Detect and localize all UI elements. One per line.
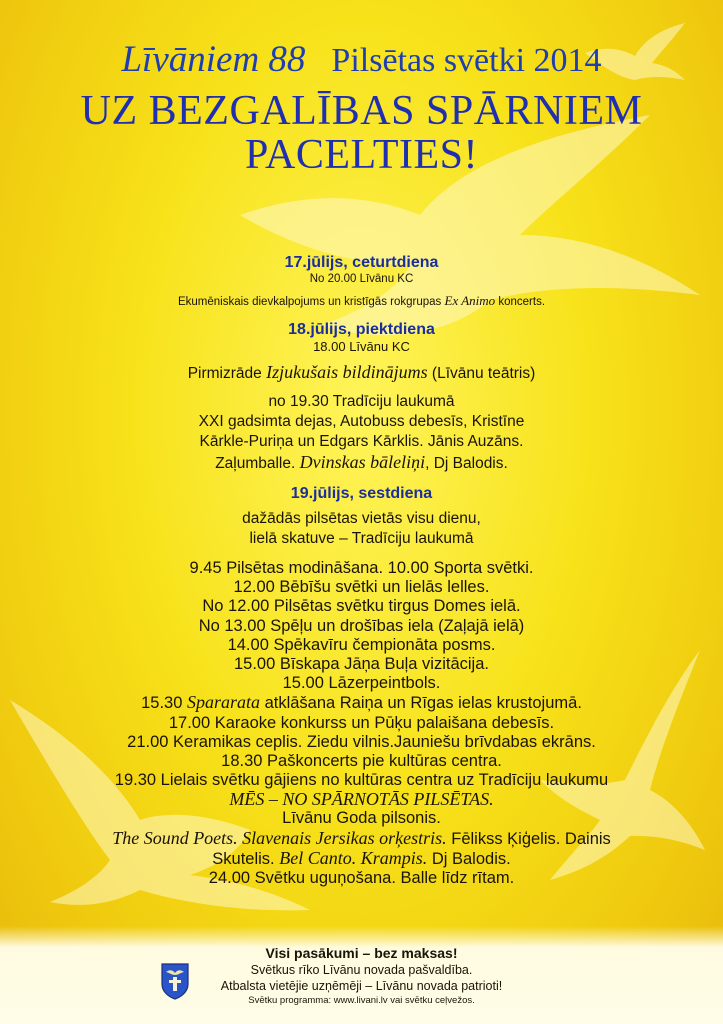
- slogan: MĒS – NO SPĀRNOTĀS PILSĒTAS.: [229, 789, 494, 810]
- day-3-event: 9.45 Pilsētas modināšana. 10.00 Sporta svētki.: [189, 559, 534, 577]
- footer-text: [0, 944, 723, 1008]
- performers-line-1: The Sound Poets. Slavenais Jersikas orķestris. Fēlikss Ķiģelis. Dainis: [112, 827, 611, 848]
- honor-citizen: Līvānu Goda pilsonis.: [282, 809, 441, 828]
- program-info: Svētku programma: www.livani.lv vai svētku ceļvežos.: [248, 995, 475, 1006]
- day-2-time: 18.00 Līvānu KC: [313, 339, 410, 354]
- festival-name: Pilsētas svētki 2014: [331, 42, 602, 79]
- day-3-event: No 13.00 Spēļu un drošības iela (Zaļajā ielā): [198, 616, 525, 635]
- day-3-event: 15.00 Lāzerpeintbols.: [282, 674, 441, 693]
- header: [0, 38, 723, 177]
- supporters: Atbalsta vietējie uzņēmēji – Līvānu novada patrioti!: [220, 979, 503, 993]
- band-name: Ex Animo: [444, 293, 496, 308]
- day-2-line-1: XXI gadsimta dejas, Autobuss debesīs, Kristīne: [198, 413, 525, 430]
- day-2-title: 18.jūlijs, piektdiena: [288, 321, 435, 338]
- day-3-title: 19.jūlijs, sestdiena: [290, 485, 433, 502]
- day-3-sub-2: lielā skatuve – Tradīciju laukumā: [249, 530, 474, 547]
- play-title: Izjukušais bildinājums: [266, 362, 428, 382]
- performers-line-2: Skutelis. Bel Canto. Krampis. Dj Balodis.: [212, 847, 511, 868]
- day-3-sub-1: dažādās pilsētas vietās visu dienu,: [242, 510, 481, 527]
- anniversary-title: Līvāniem 88: [121, 39, 306, 80]
- day-2-premiere: Pirmizrāde Izjukušais bildinājums (Līvānu teātris): [187, 362, 536, 382]
- free-events-headline: Visi pasākumi – bez maksas!: [265, 945, 458, 961]
- day-3-event: No 12.00 Pilsētas svētku tirgus Domes ielā.: [202, 597, 521, 616]
- day-2-from: no 19.30 Tradīciju laukumā: [268, 393, 455, 410]
- day-1-time: No 20.00 Līvānu KC: [309, 273, 414, 285]
- band-name: Dvinskas bāleliņi: [299, 452, 426, 472]
- day-2-line-2: Kārkle-Puriņa un Edgars Kārklis. Jānis Auzāns.: [199, 433, 524, 450]
- day-3-event-spararats: 15.30 Spararata atklāšana Raiņa un Rīgas ielas krustojumā.: [141, 692, 582, 713]
- day-3-event: 17.00 Karaoke konkurss un Pūķu palaišana debesīs.: [168, 713, 555, 732]
- motto: [0, 89, 723, 177]
- day-3-event: 14.00 Spēkavīru čempionāta posms.: [227, 635, 496, 654]
- footer: [0, 926, 723, 1024]
- day-3-event: 15.00 Bīskapa Jāņa Buļa vizitācija.: [234, 655, 489, 674]
- motto-line-2: PACELTIES!: [245, 132, 478, 178]
- day-3-event: 18.30 Paškoncerts pie kultūras centra.: [221, 752, 502, 771]
- motto-line-1: UZ BEZGALĪBAS SPĀRNIEM: [80, 88, 643, 134]
- fireworks: 24.00 Svētku uguņošana. Balle līdz rītam.: [208, 869, 515, 888]
- festival-title: [0, 38, 723, 81]
- day-3-event: 21.00 Keramikas ceplis. Ziedu vilnis.Jauniešu brīvdabas ekrāns.: [127, 732, 596, 751]
- organizer: Svētkus rīko Līvānu novada pašvaldība.: [250, 963, 473, 977]
- day-3-event: 12.00 Bēbīšu svētki un lielās lelles.: [233, 578, 490, 597]
- day-1-title: 17.jūlijs, ceturtdiena: [284, 254, 439, 271]
- day-3-event: 19.30 Lielais svētku gājiens no kultūras centra uz Tradīciju laukumu: [114, 771, 609, 790]
- program: [40, 253, 683, 888]
- day-1-event: Ekumēniskais dievkalpojums un kristīgās rokgrupas Ex Animo koncerts.: [177, 293, 546, 308]
- day-2-line-3: Zaļumballe. Dvinskas bāleliņi, Dj Balodis.: [215, 452, 508, 472]
